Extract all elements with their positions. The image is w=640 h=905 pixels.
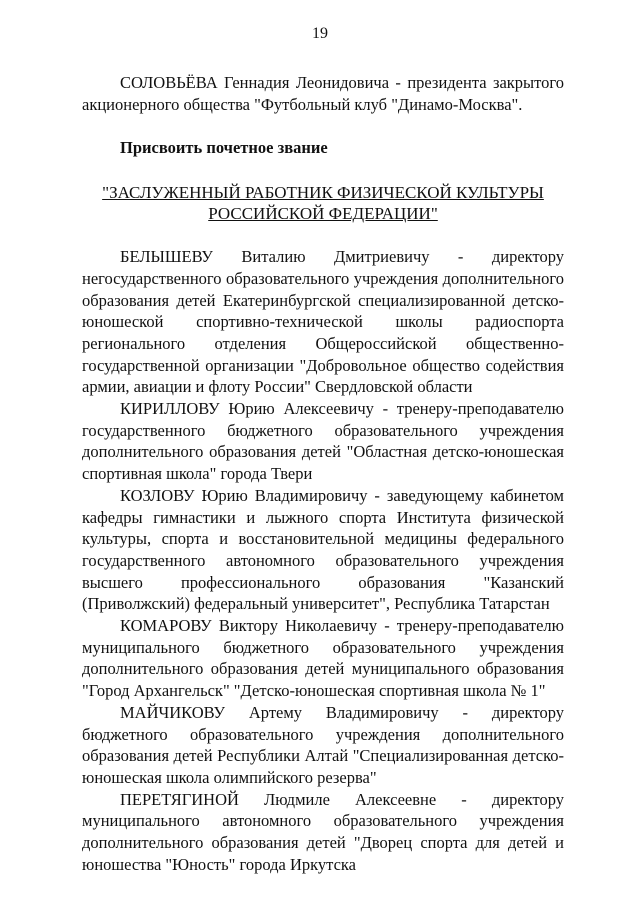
awardee-paragraph: КИРИЛЛОВУ Юрию Алексеевичу - тренеру-преподавателю государственного бюджетного образовательного учреждения дополнительного образования детей "Областная детско-юношеская спортивная школа" города Твери xyxy=(82,399,564,484)
honorary-title-line-2: РОССИЙСКОЙ ФЕДЕРАЦИИ" xyxy=(208,204,438,224)
awardee-paragraph: ПЕРЕТЯГИНОЙ Людмиле Алексеевне - директору муниципального автономного образовательного учреждения дополнительного образования детей "Дворец спорта для детей и юношества "Юность" города Иркутска xyxy=(82,789,564,874)
awardee-paragraph: КОЗЛОВУ Юрию Владимировичу - заведующему кабинетом кафедры гимнастики и лыжного спорта Института физической культуры, спорта и восстановительной медицины федерального государственного автономного образовательного учреждения высшего профессионального образования "Казанский (Приволжский) федеральный университет", Республика Татарстан xyxy=(82,485,564,614)
awardee-paragraph: КОМАРОВУ Виктору Николаевичу - тренеру-преподавателю муниципального бюджетного образовательного учреждения дополнительного образования детей муниципального образования "Город Архангельск" "Детско-юношеская спортивная школа № 1" xyxy=(82,616,564,701)
honorary-title-line-1: "ЗАСЛУЖЕННЫЙ РАБОТНИК ФИЗИЧЕСКОЙ КУЛЬТУРЫ xyxy=(102,183,544,203)
section-heading: Присвоить почетное звание xyxy=(120,138,328,158)
awardee-paragraph: БЕЛЫШЕВУ Виталию Дмитриевичу - директору негосударственного образовательного учреждения дополнительного образования детей Екатеринбургской специализированной детско-юношеской спортивно-технической школы радиоспорта регионального отделения Общероссийской общественно-государственной организации "Добровольное общество содействия армии, авиации и флоту России" Свердловской области xyxy=(82,247,564,397)
intro-paragraph: СОЛОВЬЁВА Геннадия Леонидовича - президента закрытого акционерного общества "Футбольный клуб "Динамо-Москва". xyxy=(82,73,564,114)
honorary-title xyxy=(82,182,564,224)
document-body xyxy=(82,72,564,876)
page-number: 19 xyxy=(312,25,328,42)
awardee-paragraph: МАЙЧИКОВУ Артему Владимировичу - директору бюджетного образовательного учреждения дополнительного образования детей Республики Алтай "Специализированная детско-юношеская школа олимпийского резерва" xyxy=(82,702,564,787)
